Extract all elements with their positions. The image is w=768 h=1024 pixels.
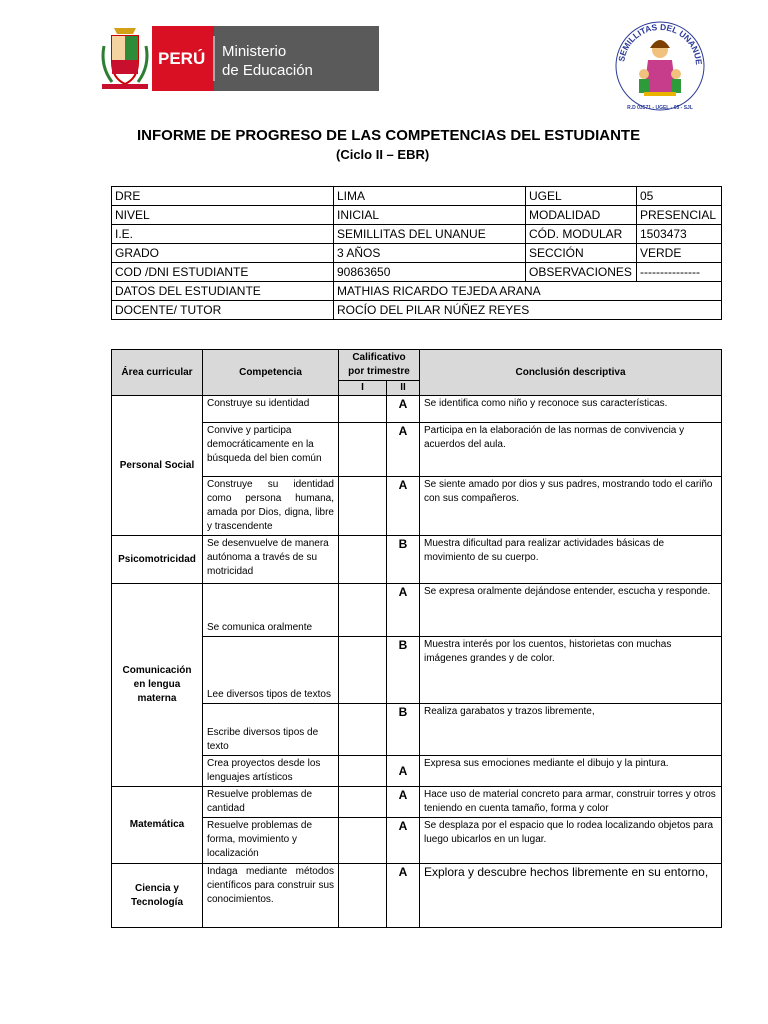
school-logo [614, 14, 706, 114]
table-row [112, 818, 722, 864]
peru-text: PERÚ [158, 49, 206, 68]
report-title-sub: (Ciclo II – EBR) [336, 147, 430, 162]
conclusion-cell: Realiza garabatos y trazos libremente, [420, 704, 722, 756]
table-header-row [112, 350, 722, 381]
grade-t1-cell [339, 864, 387, 928]
conclusion-cell: Explora y descubre hechos libremente en su entorno, [420, 864, 722, 928]
observaciones-label: OBSERVACIONES [526, 263, 637, 282]
conclusion-cell: Se desplaza por el espacio que lo rodea localizando objetos para luego ubicarlos en un lugar. [420, 818, 722, 864]
competencia-cell: Escribe diversos tipos de texto [203, 704, 339, 756]
table-row [112, 477, 722, 536]
grade-t1-cell [339, 477, 387, 536]
ministry-line-1: Ministerio [222, 43, 287, 60]
grade-t1-cell [339, 584, 387, 637]
grade-t1-cell [339, 756, 387, 787]
area-matematica: Matemática [112, 787, 203, 864]
ministry-line-2: de Educación [222, 62, 313, 79]
competencia-cell: Construye su identidad [203, 396, 339, 423]
grade-t1-cell [339, 536, 387, 584]
table-row [112, 584, 722, 637]
cod-modular-value: 1503473 [637, 225, 722, 244]
grado-label: GRADO [112, 244, 334, 263]
area-header: Área curricular [112, 350, 203, 396]
competencia-cell: Indaga mediante métodos científicos para construir sus conocimientos. [203, 864, 339, 928]
grade-t1-cell [339, 423, 387, 477]
cod-modular-label: CÓD. MODULAR [526, 225, 637, 244]
competencia-cell: Se comunica oralmente [203, 584, 339, 637]
area-personal-social: Personal Social [112, 396, 203, 536]
table-row [112, 864, 722, 928]
trimester-2-header: II [387, 381, 420, 396]
datos-estudiante-value: MATHIAS RICARDO TEJEDA ARANA [334, 282, 722, 301]
conclusion-cell: Se identifica como niño y reconoce sus características. [420, 396, 722, 423]
competencia-cell: Crea proyectos desde los lenguajes artísticos [203, 756, 339, 787]
competencia-cell: Lee diversos tipos de textos [203, 637, 339, 704]
competencia-cell: Construye su identidad como persona humana, amada por Dios, digna, libre y trascendente [203, 477, 339, 536]
report-title-main: INFORME DE PROGRESO DE LAS COMPETENCIAS DEL ESTUDIANTE [137, 127, 641, 144]
info-row [112, 225, 722, 244]
grade-t2-cell: A [387, 477, 420, 536]
dre-value: LIMA [334, 187, 526, 206]
competencies-table [111, 349, 722, 928]
conclusion-cell: Participa en la elaboración de las normas de convivencia y acuerdos del aula. [420, 423, 722, 477]
docente-label: DOCENTE/ TUTOR [112, 301, 334, 320]
grade-t2-cell: A [387, 864, 420, 928]
dni-value: 90863650 [334, 263, 526, 282]
table-row [112, 396, 722, 423]
grade-t2-cell: B [387, 637, 420, 704]
info-row [112, 206, 722, 225]
info-row [112, 301, 722, 320]
conclusion-cell: Se siente amado por dios y sus padres, mostrando todo el cariño con sus compañeros. [420, 477, 722, 536]
grade-t2-cell: B [387, 536, 420, 584]
dni-label: COD /DNI ESTUDIANTE [112, 263, 334, 282]
conclusion-cell: Muestra dificultad para realizar actividades básicas de movimiento de su cuerpo. [420, 536, 722, 584]
table-row [112, 787, 722, 818]
info-row [112, 244, 722, 263]
ugel-label: UGEL [526, 187, 637, 206]
datos-estudiante-label: DATOS DEL ESTUDIANTE [112, 282, 334, 301]
info-row [112, 187, 722, 206]
grade-t2-cell: A [387, 818, 420, 864]
trimester-1-header: I [339, 381, 387, 396]
grade-t2-cell: A [387, 396, 420, 423]
grade-t1-cell [339, 396, 387, 423]
info-row [112, 263, 722, 282]
grade-t1-cell [339, 818, 387, 864]
docente-value: ROCÍO DEL PILAR NÚÑEZ REYES [334, 301, 722, 320]
conclusion-cell: Hace uso de material concreto para armar, construir torres y otros teniendo en cuenta tamaño, forma y color [420, 787, 722, 818]
student-info-table [111, 186, 722, 320]
table-row [112, 423, 722, 477]
competencia-cell: Resuelve problemas de forma, movimiento y localización [203, 818, 339, 864]
nivel-value: INICIAL [334, 206, 526, 225]
seccion-label: SECCIÓN [526, 244, 637, 263]
grade-t2-cell: A [387, 584, 420, 637]
grade-t2-cell: A [387, 423, 420, 477]
grade-t2-cell: A [387, 756, 420, 787]
ie-value: SEMILLITAS DEL UNANUE [334, 225, 526, 244]
grado-value: 3 AÑOS [334, 244, 526, 263]
school-logo-subtext: R.D 03571 - UGEL - 05 - SJL [627, 105, 693, 111]
coat-of-arms-icon [102, 28, 148, 89]
table-row [112, 756, 722, 787]
ugel-value: 05 [637, 187, 722, 206]
observaciones-value: --------------- [637, 263, 722, 282]
grade-t1-cell [339, 637, 387, 704]
conclusion-cell: Se expresa oralmente dejándose entender, escucha y responde. [420, 584, 722, 637]
area-psicomotricidad: Psicomotricidad [112, 536, 203, 584]
ie-label: I.E. [112, 225, 334, 244]
table-row [112, 637, 722, 704]
school-logo-text: SEMILLITAS DEL UNANUE [616, 21, 705, 66]
grade-t1-cell [339, 704, 387, 756]
conclusion-header: Conclusión descriptiva [420, 350, 722, 396]
area-ciencia-tecnologia: Ciencia y Tecnología [112, 864, 203, 928]
competencia-header: Competencia [203, 350, 339, 396]
conclusion-cell: Expresa sus emociones mediante el dibujo y la pintura. [420, 756, 722, 787]
grade-t1-cell [339, 787, 387, 818]
info-row [112, 282, 722, 301]
competencia-cell: Se desenvuelve de manera autónoma a través de su motricidad [203, 536, 339, 584]
conclusion-cell: Muestra interés por los cuentos, historietas con muchas imágenes grandes y de color. [420, 637, 722, 704]
ministry-of-education-logo [98, 26, 379, 91]
table-row [112, 704, 722, 756]
page-header [0, 0, 768, 120]
nivel-label: NIVEL [112, 206, 334, 225]
grade-t2-cell: A [387, 787, 420, 818]
table-row [112, 536, 722, 584]
modalidad-value: PRESENCIAL [637, 206, 722, 225]
dre-label: DRE [112, 187, 334, 206]
seccion-value: VERDE [637, 244, 722, 263]
calificativo-header: Calificativo por trimestre [339, 350, 420, 381]
competencia-cell: Resuelve problemas de cantidad [203, 787, 339, 818]
grade-t2-cell: B [387, 704, 420, 756]
modalidad-label: MODALIDAD [526, 206, 637, 225]
competencia-cell: Convive y participa democráticamente en la búsqueda del bien común [203, 423, 339, 477]
area-comunicacion: Comunicación en lengua materna [112, 584, 203, 787]
